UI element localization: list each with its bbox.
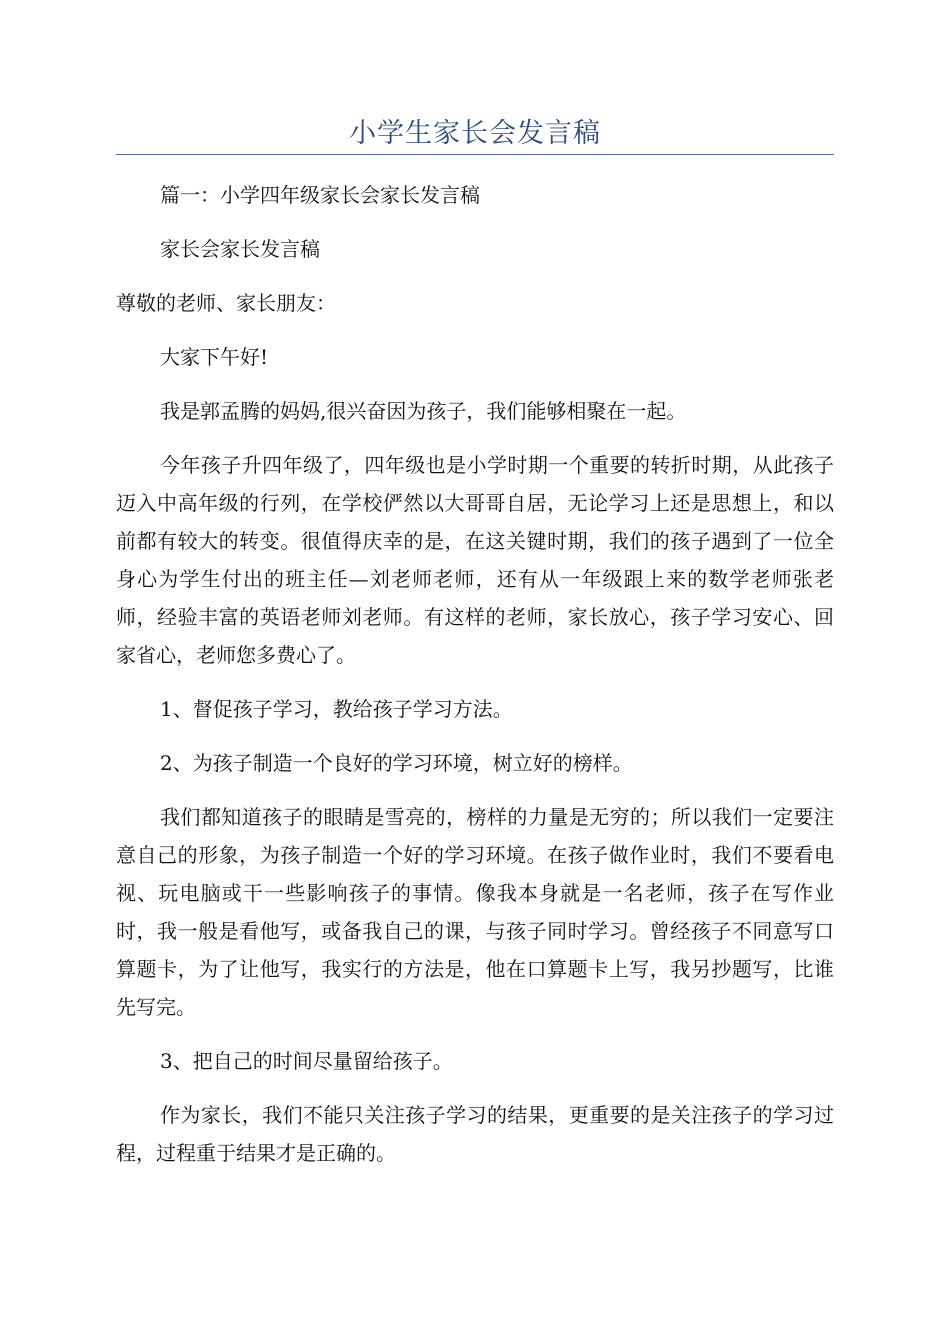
paragraph-greeting: 大家下午好!: [160, 345, 269, 369]
paragraph-salutation: 尊敬的老师、家长朋友：: [116, 291, 336, 315]
list-item-1: 1、督促孩子学习，教给孩子学习方法。: [160, 697, 513, 721]
paragraph-introduction: 我是郭孟腾的妈妈,很兴奋因为孩子，我们能够相聚在一起。: [160, 399, 687, 423]
title-underline: [116, 154, 834, 155]
document-title: 小学生家长会发言稿: [349, 118, 601, 149]
list-item-2: 2、为孩子制造一个良好的学习环境，树立好的榜样。: [160, 751, 633, 775]
paragraph-section-heading: 篇一：小学四年级家长会家长发言稿: [160, 183, 480, 207]
paragraph-subheading: 家长会家长发言稿: [160, 237, 320, 261]
document-body: [116, 176, 834, 1188]
paragraph-body: 我们都知道孩子的眼睛是雪亮的，榜样的力量是无穷的；所以我们一定要注意自己的形象，为孩子制造一个好的学习环境。在孩子做作业时，我们不要看电视、玩电脑或干一些影响孩子的事情。像我本身就是一名老师，孩子在写作业时，我一般是看他写，或备我自己的课，与孩子同时学习。曾经孩子不同意写口算题卡，为了让他写，我实行的方法是，他在口算题卡上写，我另抄题写，比谁先写完。: [116, 805, 834, 1019]
list-item-3: 3、把自己的时间尽量留给孩子。: [160, 1049, 453, 1073]
paragraph-body: 作为家长，我们不能只关注孩子学习的结果，更重要的是关注孩子的学习过程，过程重于结果才是正确的。: [116, 1103, 834, 1165]
paragraph-body: 今年孩子升四年级了，四年级也是小学时期一个重要的转折时期，从此孩子迈入中高年级的行列，在学校俨然以大哥哥自居，无论学习上还是思想上，和以前都有较大的转变。很值得庆幸的是，在这关键时期，我们的孩子遇到了一位全身心为学生付出的班主任—刘老师老师，还有从一年级跟上来的数学老师张老师，经验丰富的英语老师刘老师。有这样的老师，家长放心，孩子学习安心、回家省心，老师您多费心了。: [116, 453, 834, 667]
